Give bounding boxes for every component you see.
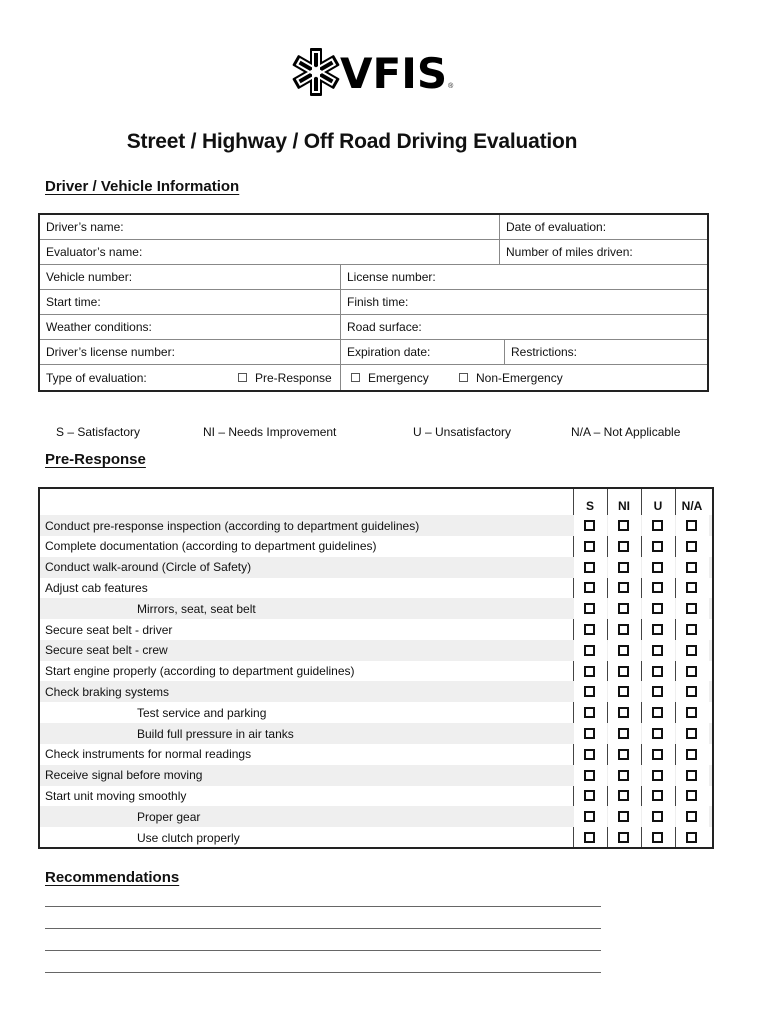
info-row xyxy=(40,315,707,340)
option-non-emergency[interactable] xyxy=(459,365,563,390)
driver-vehicle-heading: Driver / Vehicle Information xyxy=(45,178,240,195)
checkbox-ni[interactable] xyxy=(618,582,629,593)
checkbox-na[interactable] xyxy=(686,707,697,718)
legend-not-applicable: N/A – Not Applicable xyxy=(571,425,681,439)
info-row xyxy=(40,265,707,290)
checkbox-na[interactable] xyxy=(686,624,697,635)
checkbox-na[interactable] xyxy=(686,520,697,531)
table-row xyxy=(40,640,712,661)
page-title: Street / Highway / Off Road Driving Evaluation xyxy=(126,130,578,153)
checkbox-s[interactable] xyxy=(584,707,595,718)
checkbox-s[interactable] xyxy=(584,603,595,614)
checkbox-u[interactable] xyxy=(652,645,663,656)
recommendation-line[interactable] xyxy=(45,928,601,929)
field-label: Type of evaluation: xyxy=(46,370,147,385)
checkbox-ni[interactable] xyxy=(618,666,629,677)
table-row xyxy=(40,619,712,640)
field-label: Number of miles driven: xyxy=(506,245,633,259)
checkbox-na[interactable] xyxy=(686,749,697,760)
option-emergency[interactable] xyxy=(340,365,429,390)
row-label: Adjust cab features xyxy=(45,580,148,595)
checkbox-icon xyxy=(459,373,468,382)
table-row xyxy=(40,515,712,536)
checkbox-s[interactable] xyxy=(584,520,595,531)
vfis-logo xyxy=(290,46,460,102)
checkbox-s[interactable] xyxy=(584,666,595,677)
restrictions-field[interactable] xyxy=(504,340,707,364)
recommendation-line[interactable] xyxy=(45,950,601,951)
number-of-miles-field[interactable] xyxy=(499,240,707,264)
checkbox-u[interactable] xyxy=(652,749,663,760)
row-label: Build full pressure in air tanks xyxy=(137,726,294,741)
checkbox-u[interactable] xyxy=(652,811,663,822)
legend-needs-improvement: NI – Needs Improvement xyxy=(203,425,337,439)
field-label: Expiration date: xyxy=(347,345,431,359)
field-label: License number: xyxy=(347,270,436,284)
checkbox-s[interactable] xyxy=(584,811,595,822)
checkbox-u[interactable] xyxy=(652,770,663,781)
option-label: Pre-Response xyxy=(255,370,332,385)
field-label: Road surface: xyxy=(347,320,422,334)
row-label: Conduct walk-around (Circle of Safety) xyxy=(45,560,252,575)
checkbox-u[interactable] xyxy=(652,832,663,843)
type-of-evaluation-row xyxy=(40,365,707,390)
column-header-u: U xyxy=(653,499,663,513)
row-label: Check instruments for normal readings xyxy=(45,747,252,762)
checkbox-na[interactable] xyxy=(686,666,697,677)
column-header-ni: NI xyxy=(618,499,630,513)
field-label: Start time: xyxy=(46,295,101,309)
table-row xyxy=(40,702,712,723)
column-header-s: S xyxy=(585,499,594,513)
checkbox-ni[interactable] xyxy=(618,790,629,801)
checkbox-u[interactable] xyxy=(652,562,663,573)
option-label: Non-Emergency xyxy=(476,370,563,385)
checkbox-u[interactable] xyxy=(652,686,663,697)
checkbox-na[interactable] xyxy=(686,832,697,843)
type-of-evaluation-label xyxy=(40,365,230,390)
field-label: Date of evaluation: xyxy=(506,220,607,234)
table-row xyxy=(40,785,712,806)
checkbox-s[interactable] xyxy=(584,770,595,781)
row-label: Mirrors, seat, seat belt xyxy=(137,601,256,616)
checkbox-ni[interactable] xyxy=(618,541,629,552)
checkbox-u[interactable] xyxy=(652,582,663,593)
start-time-field[interactable] xyxy=(40,290,340,314)
checkbox-icon xyxy=(238,373,247,382)
checkbox-s[interactable] xyxy=(584,728,595,739)
checkbox-s[interactable] xyxy=(584,582,595,593)
row-label: Start unit moving smoothly xyxy=(45,788,187,803)
table-row xyxy=(40,744,712,765)
checkbox-u[interactable] xyxy=(652,728,663,739)
field-label: Driver’s name: xyxy=(46,220,124,234)
driver-vehicle-info-box xyxy=(38,213,709,392)
checkbox-u[interactable] xyxy=(652,520,663,531)
checkbox-s[interactable] xyxy=(584,562,595,573)
row-label: Proper gear xyxy=(137,809,201,824)
checkbox-na[interactable] xyxy=(686,728,697,739)
table-row xyxy=(40,765,712,786)
table-row xyxy=(40,806,712,827)
column-header-na: N/A xyxy=(681,499,703,513)
field-label: Driver’s license number: xyxy=(46,345,175,359)
info-row xyxy=(40,240,707,265)
checkbox-ni[interactable] xyxy=(618,728,629,739)
option-label: Emergency xyxy=(368,370,429,385)
drivers-name-field[interactable] xyxy=(40,215,499,239)
logo-text: VFIS xyxy=(340,49,448,98)
table-row xyxy=(40,536,712,557)
pre-response-table xyxy=(38,487,714,849)
checkbox-ni[interactable] xyxy=(618,645,629,656)
table-row xyxy=(40,661,712,682)
info-row xyxy=(40,340,707,365)
drivers-license-number-field[interactable] xyxy=(40,340,340,364)
checkbox-u[interactable] xyxy=(652,603,663,614)
field-label: Finish time: xyxy=(347,295,409,309)
checkbox-ni[interactable] xyxy=(618,770,629,781)
recommendations-heading: Recommendations xyxy=(45,869,180,886)
row-label: Check braking systems xyxy=(45,684,170,699)
checkbox-na[interactable] xyxy=(686,770,697,781)
option-pre-response[interactable] xyxy=(238,365,332,390)
table-row xyxy=(40,577,712,598)
checkbox-s[interactable] xyxy=(584,624,595,635)
expiration-date-field[interactable] xyxy=(340,340,504,364)
checkbox-na[interactable] xyxy=(686,541,697,552)
row-label: Conduct pre-response inspection (according to department guidelines) xyxy=(45,518,420,533)
checkbox-na[interactable] xyxy=(686,562,697,573)
checkbox-u[interactable] xyxy=(652,707,663,718)
recommendation-line[interactable] xyxy=(45,906,601,907)
checkbox-u[interactable] xyxy=(652,790,663,801)
checkbox-u[interactable] xyxy=(652,666,663,677)
checkbox-ni[interactable] xyxy=(618,624,629,635)
checkbox-ni[interactable] xyxy=(618,811,629,822)
checkbox-ni[interactable] xyxy=(618,603,629,614)
row-label: Complete documentation (according to department guidelines) xyxy=(45,539,377,554)
checkbox-na[interactable] xyxy=(686,811,697,822)
checkbox-s[interactable] xyxy=(584,749,595,760)
date-of-evaluation-field[interactable] xyxy=(499,215,707,239)
table-row xyxy=(40,723,712,744)
checkbox-s[interactable] xyxy=(584,645,595,656)
star-of-life-icon xyxy=(290,46,342,103)
checkbox-na[interactable] xyxy=(686,603,697,614)
row-label: Use clutch properly xyxy=(137,830,240,845)
checkbox-u[interactable] xyxy=(652,541,663,552)
legend-unsatisfactory: U – Unsatisfactory xyxy=(413,425,512,439)
checkbox-ni[interactable] xyxy=(618,707,629,718)
checkbox-na[interactable] xyxy=(686,790,697,801)
checkbox-ni[interactable] xyxy=(618,832,629,843)
checkbox-u[interactable] xyxy=(652,624,663,635)
checkbox-s[interactable] xyxy=(584,832,595,843)
field-label: Restrictions: xyxy=(511,345,578,359)
table-row xyxy=(40,557,712,578)
row-label: Start engine properly (according to department guidelines) xyxy=(45,664,355,679)
weather-conditions-field[interactable] xyxy=(40,315,340,339)
info-row xyxy=(40,290,707,315)
checkbox-s[interactable] xyxy=(584,790,595,801)
checkbox-icon xyxy=(351,373,360,382)
checkbox-ni[interactable] xyxy=(618,686,629,697)
checkbox-s[interactable] xyxy=(584,686,595,697)
checkbox-s[interactable] xyxy=(584,541,595,552)
field-label: Vehicle number: xyxy=(46,270,133,284)
row-label: Secure seat belt - crew xyxy=(45,643,168,658)
recommendation-line[interactable] xyxy=(45,972,601,973)
pre-response-heading: Pre-Response xyxy=(45,451,146,468)
license-number-field[interactable] xyxy=(340,265,707,289)
vehicle-number-field[interactable] xyxy=(40,265,340,289)
legend-satisfactory: S – Satisfactory xyxy=(56,425,141,439)
table-row xyxy=(40,827,712,848)
row-label: Test service and parking xyxy=(137,705,267,720)
checkbox-ni[interactable] xyxy=(618,749,629,760)
checkbox-na[interactable] xyxy=(686,582,697,593)
checkbox-ni[interactable] xyxy=(618,520,629,531)
road-surface-field[interactable] xyxy=(340,315,707,339)
table-row xyxy=(40,681,712,702)
finish-time-field[interactable] xyxy=(340,290,707,314)
registered-mark: ® xyxy=(448,83,454,90)
table-row xyxy=(40,598,712,619)
field-label: Evaluator’s name: xyxy=(46,245,143,259)
checkbox-ni[interactable] xyxy=(618,562,629,573)
info-row xyxy=(40,215,707,240)
row-label: Receive signal before moving xyxy=(45,768,203,783)
row-label: Secure seat belt - driver xyxy=(45,622,173,637)
field-label: Weather conditions: xyxy=(46,320,152,334)
evaluators-name-field[interactable] xyxy=(40,240,499,264)
checkbox-na[interactable] xyxy=(686,686,697,697)
checkbox-na[interactable] xyxy=(686,645,697,656)
